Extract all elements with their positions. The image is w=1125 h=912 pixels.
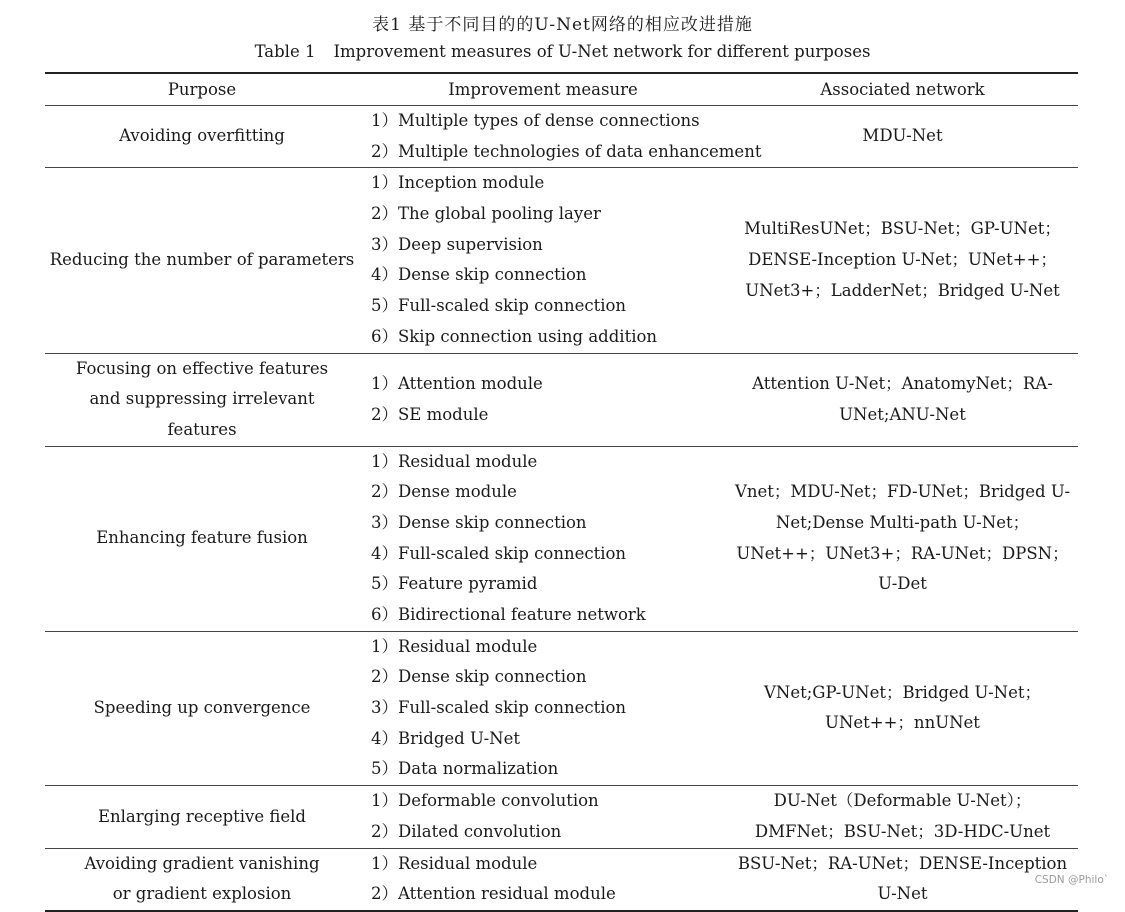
purpose-cell: Avoiding overfitting	[119, 126, 285, 146]
measure-item: 3）Deep supervision	[371, 234, 543, 254]
measure-item: 1）Attention module	[371, 373, 543, 393]
measure-item: 1）Inception module	[371, 173, 545, 193]
measures-cell	[359, 631, 727, 785]
table-caption-english	[0, 42, 1125, 61]
measure-item: 5）Data normalization	[371, 759, 559, 779]
measures-cell	[359, 446, 727, 631]
measure-item: 2）The global pooling layer	[371, 204, 601, 224]
network-cell: MDU-Net	[862, 126, 943, 146]
measure-item: 2）Dense module	[371, 482, 517, 502]
measure-item: 2）Attention residual module	[371, 884, 616, 904]
purpose-cell: Enhancing feature fusion	[96, 528, 308, 548]
table-row	[45, 631, 1078, 785]
measure-item: 1）Multiple types of dense connections	[371, 111, 700, 130]
measure-item: 5）Feature pyramid	[371, 574, 538, 594]
measure-item: 2）SE module	[371, 404, 489, 424]
purpose-cell: Enlarging receptive field	[97, 806, 306, 826]
table-row	[45, 786, 1078, 848]
measures-cell	[359, 168, 727, 353]
watermark: CSDN @Philo`	[1034, 874, 1109, 886]
measure-item: 2）Dilated convolution	[371, 821, 562, 841]
table-row	[45, 353, 1078, 446]
measures-cell	[359, 353, 727, 446]
measure-item: 4）Bridged U-Net	[371, 728, 521, 748]
table-row	[45, 446, 1078, 631]
network-cell: Vnet；MDU-Net；FD-UNet；Bridged U-Net;Dense Multi-path U-Net；UNet++；UNet3+；RA-UNet；DPSN；U-Det	[734, 482, 1071, 594]
purpose-cell: Avoiding gradient vanishing or gradient explosion	[84, 853, 320, 904]
measure-item: 3）Dense skip connection	[371, 512, 587, 532]
header-purpose: Purpose	[167, 80, 237, 99]
measure-item: 3）Full-scaled skip connection	[371, 698, 627, 718]
measure-item: 6）Skip connection using addition	[371, 326, 658, 346]
measure-item: 1）Deformable convolution	[371, 791, 599, 811]
measures-cell	[359, 106, 762, 168]
measure-item: 1）Residual module	[371, 451, 538, 471]
measure-item: 2）Dense skip connection	[371, 667, 587, 687]
network-cell: Attention U-Net；AnatomyNet；RA-UNet;ANU-Net	[752, 373, 1053, 424]
measure-item: 5）Full-scaled skip connection	[371, 296, 627, 316]
measure-item: 2）Multiple technologies of data enhancement	[371, 141, 762, 161]
table-label: Table 1	[254, 42, 316, 61]
purpose-cell: Reducing the number of parameters	[49, 250, 355, 270]
purpose-cell: Focusing on effective features and suppressing irrelevant features	[75, 358, 329, 439]
table-row	[45, 848, 1078, 911]
network-cell: BSU-Net；RA-UNet；DENSE-Inception U-Net	[737, 853, 1068, 904]
improvement-table	[45, 72, 1078, 912]
table-title: Improvement measures of U-Net network for different purposes	[333, 42, 871, 61]
header-improvement-measure: Improvement measure	[448, 80, 638, 99]
purpose-cell: Speeding up convergence	[93, 698, 311, 718]
table-header-row	[45, 73, 1078, 106]
header-associated-network: Associated network	[820, 80, 985, 99]
measure-item: 4）Full-scaled skip connection	[371, 543, 627, 563]
measure-item: 1）Residual module	[371, 636, 538, 656]
network-cell: VNet;GP-UNet；Bridged U-Net；UNet++；nnUNet	[763, 682, 1041, 733]
measure-item: 4）Dense skip connection	[371, 265, 587, 285]
table-caption-chinese: 表1 基于不同目的的U-Net网络的相应改进措施	[372, 15, 753, 35]
measures-cell	[359, 848, 727, 911]
network-cell: MultiResUNet；BSU-Net；GP-UNet；DENSE-Inception U-Net；UNet++；UNet3+；LadderNet；Bridged U-Net	[744, 219, 1061, 300]
table-row	[45, 106, 1078, 168]
network-cell: DU-Net（Deformable U-Net）；DMFNet；BSU-Net；3D-HDC-Unet	[754, 791, 1051, 841]
measure-item: 1）Residual module	[371, 853, 538, 873]
measure-item: 6）Bidirectional feature network	[371, 605, 646, 625]
table-row	[45, 168, 1078, 353]
measures-cell	[359, 786, 727, 848]
